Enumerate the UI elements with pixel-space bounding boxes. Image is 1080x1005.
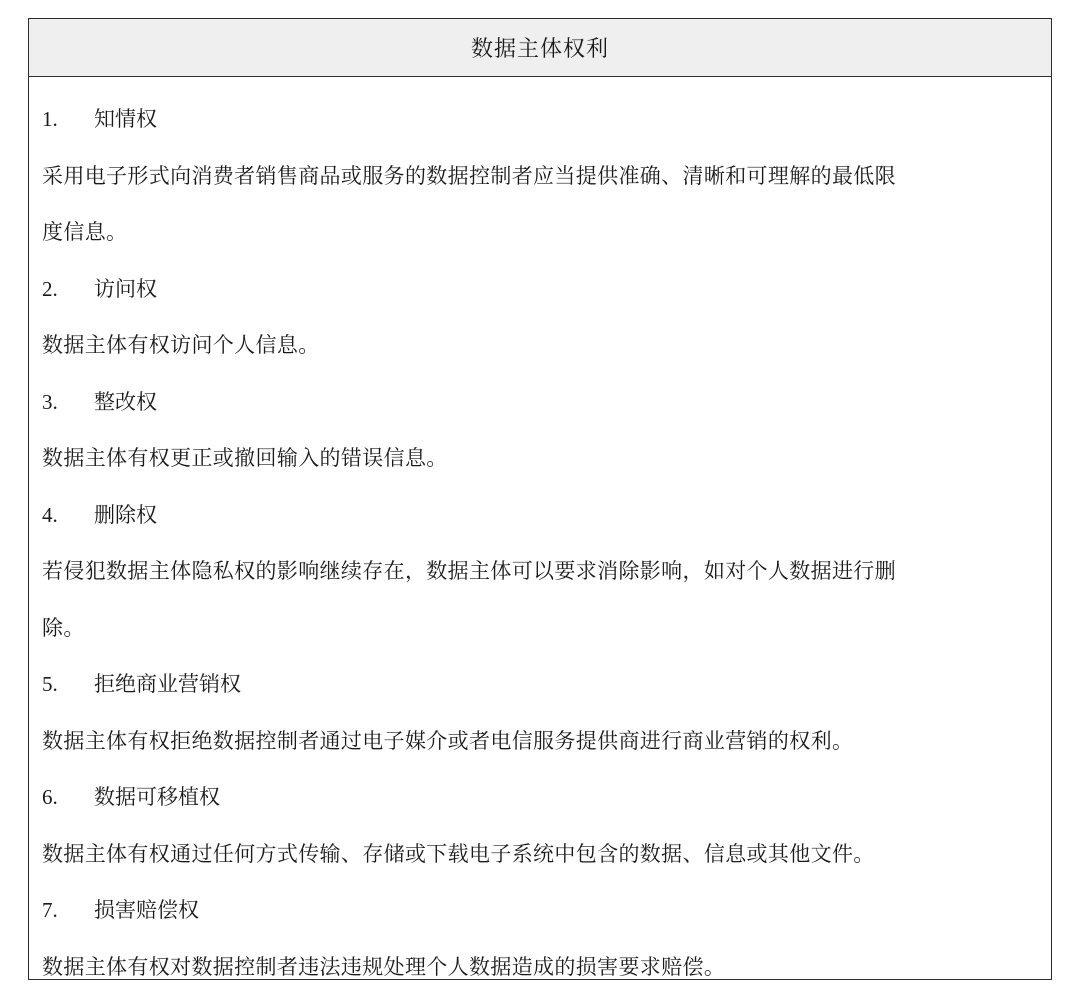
item-label: 知情权 — [94, 107, 157, 131]
item-description-line: 若侵犯数据主体隐私权的影响继续存在，数据主体可以要求消除影响，如对个人数据进行删 — [42, 559, 896, 583]
item-number: 7. — [42, 898, 58, 922]
item-number: 2. — [42, 276, 58, 301]
item-description-line: 数据主体有权更正或撤回输入的错误信息。 — [42, 446, 448, 470]
right-item-title — [42, 91, 1039, 148]
right-item-title — [42, 487, 1039, 544]
item-number: 4. — [42, 502, 58, 527]
item-label: 拒绝商业营销权 — [94, 672, 241, 696]
table-body — [29, 77, 1051, 995]
item-label: 损害赔偿权 — [94, 898, 199, 922]
item-number: 5. — [42, 672, 58, 696]
item-number: 6. — [42, 785, 58, 809]
item-number: 3. — [42, 389, 58, 414]
item-label: 整改权 — [94, 389, 157, 414]
table-header: 数据主体权利 — [29, 19, 1051, 77]
right-item-title — [42, 769, 1039, 826]
rights-table — [28, 18, 1052, 980]
item-description-line: 数据主体有权拒绝数据控制者通过电子媒介或者电信服务提供商进行商业营销的权利。 — [42, 728, 854, 753]
item-description-line: 度信息。 — [42, 220, 128, 244]
item-label: 访问权 — [94, 276, 157, 301]
item-description-line: 采用电子形式向消费者销售商品或服务的数据控制者应当提供准确、清晰和可理解的最低限 — [42, 163, 896, 188]
item-description-line: 除。 — [42, 615, 85, 640]
right-item-title — [42, 656, 1039, 713]
right-item-title — [42, 261, 1039, 318]
right-item-title — [42, 374, 1039, 431]
item-description-line: 数据主体有权对数据控制者违法违规处理个人数据造成的损害要求赔偿。 — [42, 954, 726, 979]
item-description-line: 数据主体有权访问个人信息。 — [42, 333, 320, 357]
item-number: 1. — [42, 107, 58, 131]
right-item-title — [42, 882, 1039, 939]
item-description-line: 数据主体有权通过任何方式传输、存储或下载电子系统中包含的数据、信息或其他文件。 — [42, 841, 875, 866]
item-label: 删除权 — [94, 502, 157, 527]
item-label: 数据可移植权 — [94, 785, 220, 809]
